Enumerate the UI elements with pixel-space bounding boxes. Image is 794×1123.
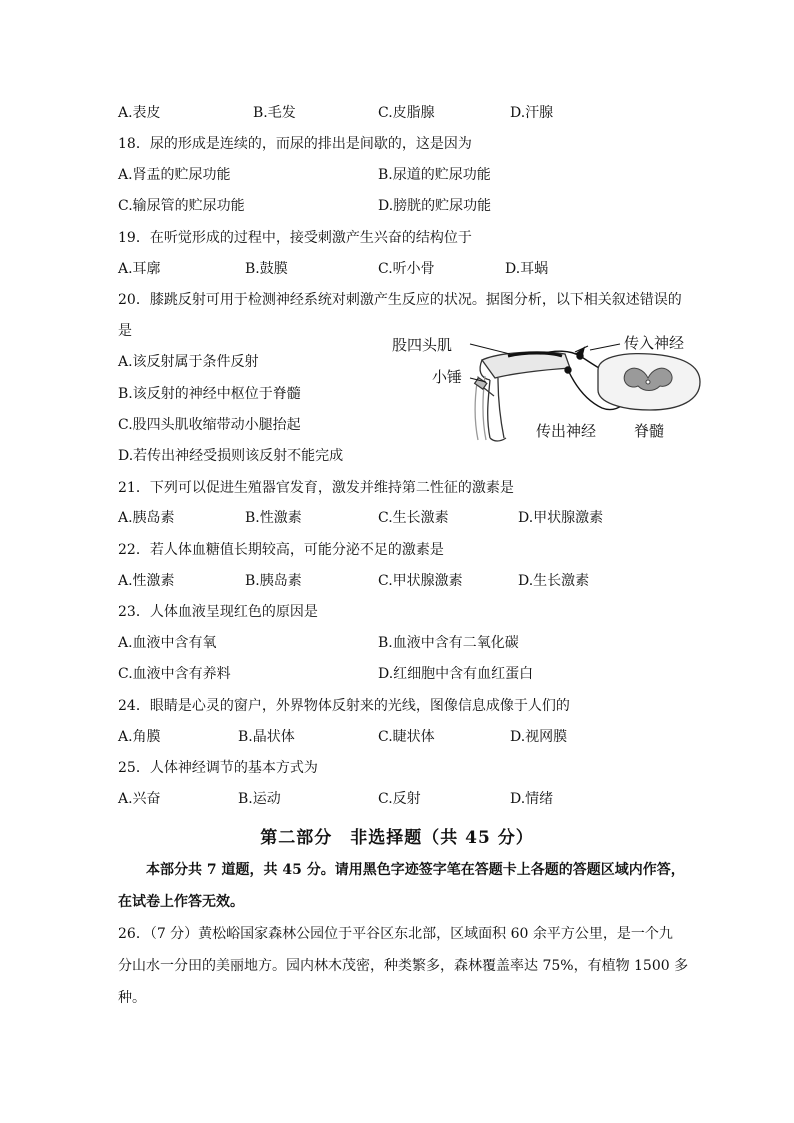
q21-option-b: B.性激素 [245, 510, 302, 526]
q18-option-d: D.膀胱的贮尿功能 [378, 198, 492, 214]
q23-option-d: D.红细胞中含有血红蛋白 [378, 666, 534, 682]
section-title: 第二部分 非选择题（共 45 分） [260, 828, 534, 848]
q19-option-c: C.听小骨 [378, 261, 435, 277]
q26-line-1: 26．（7 分）黄松峪国家森林公园位于平谷区东北部，区域面积 60 余平方公里，是一个九 [118, 926, 673, 942]
spinal-cord-section [598, 354, 700, 410]
q24-option-b: B.晶状体 [238, 729, 295, 745]
q23-option-a: A.血液中含有氧 [118, 635, 217, 651]
q19-option-a: A.耳廓 [118, 261, 161, 277]
q21-stem: 21．下列可以促进生殖器官发育，激发并维持第二性征的激素是 [118, 480, 514, 496]
q19-option-b: B.鼓膜 [245, 261, 288, 277]
q19-option-d: D.耳蜗 [505, 261, 549, 277]
q22-stem: 22．若人体血糖值长期较高，可能分泌不足的激素是 [118, 542, 444, 558]
q23-stem: 23．人体血液呈现红色的原因是 [118, 604, 318, 620]
q18-option-c: C.输尿管的贮尿功能 [118, 198, 245, 214]
q19-stem: 19．在听觉形成的过程中，接受刺激产生兴奋的结构位于 [118, 230, 472, 246]
q21-option-d: D.甲状腺激素 [518, 510, 604, 526]
q24-option-c: C.睫状体 [378, 729, 435, 745]
part2-instructions-cont: 在试卷上作答无效。 [118, 894, 244, 910]
q17-option-c: C.皮脂腺 [378, 105, 435, 121]
q18-option-a: A.肾盂的贮尿功能 [118, 167, 231, 183]
q24-option-d: D.视网膜 [510, 729, 568, 745]
part2-instructions: 本部分共 7 道题，共 45 分。请用黑色字迹签字笔在答题卡上各题的答题区域内作答， [146, 862, 685, 878]
q17-option-b: B.毛发 [253, 105, 296, 121]
q20-stem: 20．膝跳反射可用于检测神经系统对刺激产生反应的状况。据图分析，以下相关叙述错误的 [118, 292, 682, 308]
q24-stem: 24．眼睛是心灵的窗户，外界物体反射来的光线，图像信息成像于人们的 [118, 698, 570, 714]
q20-stem-cont: 是 [118, 323, 132, 339]
q17-option-d: D.汗腺 [510, 105, 554, 121]
q20-option-b: B.该反射的神经中枢位于脊髓 [118, 386, 301, 402]
q22-option-b: B.胰岛素 [245, 573, 302, 589]
q20-option-a: A.该反射属于条件反射 [118, 354, 259, 370]
q23-option-b: B.血液中含有二氧化碳 [378, 635, 519, 651]
q26-line-3: 种。 [118, 990, 146, 1006]
q25-stem: 25．人体神经调节的基本方式为 [118, 760, 318, 776]
q25-option-c: C.反射 [378, 791, 421, 807]
label-hammer: 小锤 [432, 368, 463, 386]
q22-option-d: D.生长激素 [518, 573, 590, 589]
q25-option-b: B.运动 [238, 791, 281, 807]
q17-option-a: A.表皮 [118, 105, 161, 121]
q20-option-d: D.若传出神经受损则该反射不能完成 [118, 448, 344, 464]
q23-option-c: C.血液中含有养料 [118, 666, 231, 682]
label-quadriceps: 股四头肌 [392, 336, 453, 354]
q18-stem: 18．尿的形成是连续的，而尿的排出是间歇的，这是因为 [118, 136, 472, 152]
q24-option-a: A.角膜 [118, 729, 161, 745]
q21-option-c: C.生长激素 [378, 510, 449, 526]
q22-option-c: C.甲状腺激素 [378, 573, 463, 589]
q20-option-c: C.股四头肌收缩带动小腿抬起 [118, 417, 301, 433]
q18-option-b: B.尿道的贮尿功能 [378, 167, 491, 183]
q25-option-a: A.兴奋 [118, 791, 161, 807]
q26-line-2: 分山水一分田的美丽地方。园内林木茂密，种类繁多，森林覆盖率达 75%，有植物 1500 多 [118, 958, 689, 974]
label-efferent-nerve: 传出神经 [536, 422, 597, 440]
q21-option-a: A.胰岛素 [118, 510, 175, 526]
label-spinal-cord: 脊髓 [634, 422, 665, 440]
q25-option-d: D.情绪 [510, 791, 554, 807]
q22-option-a: A.性激素 [118, 573, 175, 589]
knee-jerk-reflex-figure [390, 330, 702, 445]
label-afferent-nerve: 传入神经 [624, 334, 685, 352]
